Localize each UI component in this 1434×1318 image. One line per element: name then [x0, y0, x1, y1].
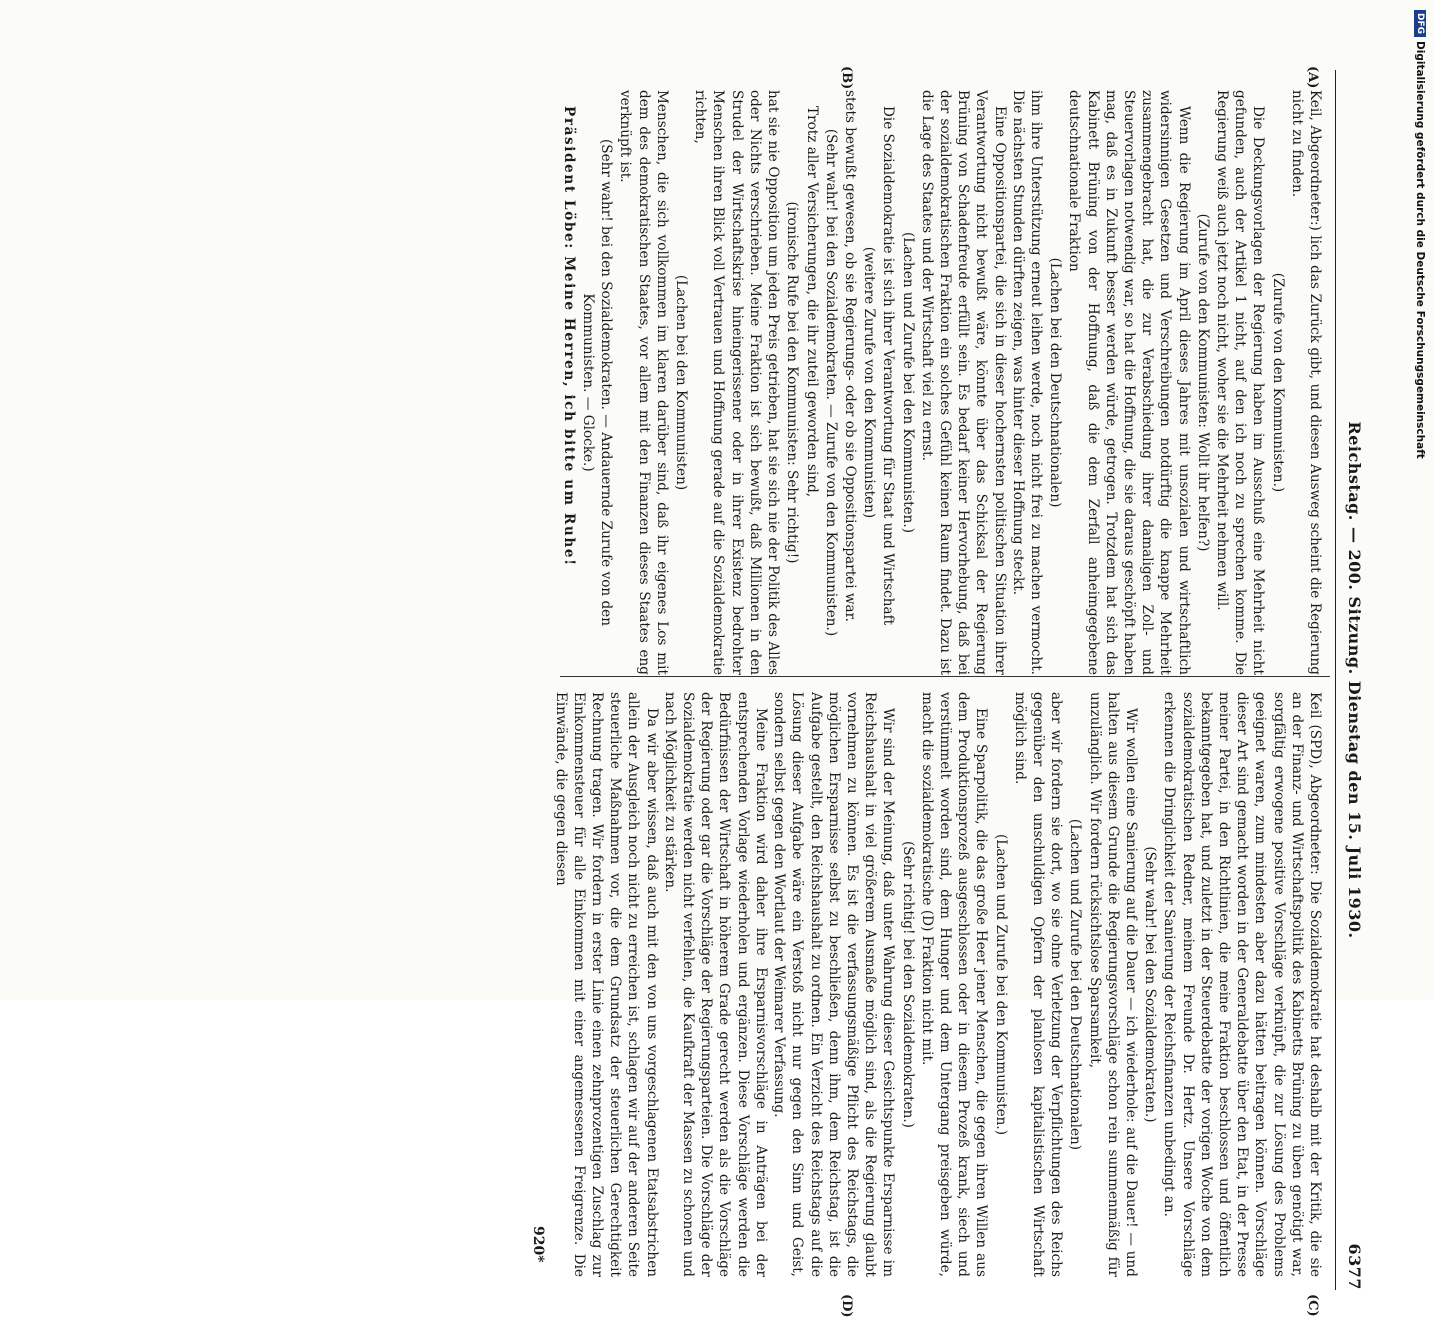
paragraph: Keil, Abgeordneter:) lich das Zurück gibt, und diesen Ausweg scheint die Regierung nicht zu finden. [1288, 90, 1323, 675]
interjection: (Lachen bei den Deutschnationalen) [1047, 257, 1064, 508]
left-column [544, 90, 1324, 675]
interjection: (Lachen und Zurufe bei den Kommunisten.) [899, 231, 916, 534]
paragraph: Wir wollen eine Sanierung auf die Dauer — ich wiederhole: auf die Dauer! — und halten aus diesem Grunde die Regierungsvorschläge schon rein summenmäßig für unzulänglich. Wir fordern rücksichtslose Sparsamkeit, [1086, 692, 1139, 1277]
right-column [544, 692, 1324, 1277]
margin-mark-d: (D) [839, 1294, 854, 1318]
interjection: (Lachen und Zurufe bei den Kommunisten.) [992, 833, 1009, 1136]
interjection: (ironische Rufe bei den Kommunisten: Sehr richtig!) [784, 201, 801, 564]
president-remark: Präsident Löbe: Meine Herren, ich bitte um Ruhe! [560, 106, 577, 567]
paragraph: Trotz aller Versicherungen, die ihr zuteil geworden sind, [803, 106, 820, 498]
paragraph: Wir sind der Meinung, daß unter Wahrung dieser Gesichtspunkte Ersparnisse im Reichshaushalt in viel größerem Ausmaße möglich sind, als die Regierung glaubt vornehmen zu können. Es ist die verfassungsmäßige Pflicht des Reichstags, die möglichen Ersparnisse selbst zu beschließen, denn ihm, dem Reichstag, ist die Aufgabe gestellt, den Reichshaushalt zu ordnen. Ein Verzicht des Reichstags auf die Lösung dieser Aufgabe wäre ein Verstoß nicht nur gegen den Sinn und Geist, sondern selbst gegen den Wortlaut der Weimarer Verfassung. [771, 692, 897, 1277]
paragraph: Keil (SPD), Abgeordneter: Die Sozialdemokratie hat deshalb mit der Kritik, die sie an der Finanz- und Wirtschaftspolitik des Kabinetts Brüning zu üben genötigt war, sorgfältig erwogene positive Vorschläge verknüpft, die zur Lösung des Problems geeignet waren, zum mindesten aber dazu hätten beitragen können. Vorschläge dieser Art sind gemacht worden in der Generaldebatte über den Etat, in der Presse meiner Partei, in den Richtlinien, die meine Fraktion beschlossen und öffentlich bekanntgegeben hat, und zuletzt in der Steuerdebatte der vorigen Woche von dem sozialdemokratischen Redner, meinem Freunde Dr. Hertz. Unsere Vorschläge erkennen die Dringlichkeit der Sanierung der Reichsfinanzen unbedingt an. [1161, 692, 1323, 1277]
interjection: (Zurufe von den Kommunisten: Wollt ihr helfen?) [1194, 213, 1211, 552]
column-divider [560, 676, 1330, 677]
page-number: 6377 [1345, 1243, 1364, 1290]
paragraph: Meine Fraktion wird daher ihre Ersparnisvorschläge in Anträgen bei der entsprechenden Vorlage wiederholen und ergänzen. Diese Vorschläge werden die Bedürfnissen der Wirtschaft in höherem Grade gerecht werden als die Vorschläge der Regierung oder gar die Vorschläge der Regierungsparteien. Die Vorschläge der Sozialdemokratie werden nicht verfehlen, die Kaufkraft der Massen zu schonen und nach Möglichkeit zu stärken. [661, 692, 769, 1277]
dfg-logo: DFG [1414, 10, 1426, 37]
paragraph: Die Sozialdemokratie ist sich ihrer Verantwortung für Staat und Wirtschaft [880, 106, 897, 626]
running-header [1340, 70, 1364, 1290]
interjection: (Sehr wahr! bei den Sozialdemokraten. — Andauernde Zurufe von den Kommunisten. — Glocke.) [580, 139, 615, 626]
digitization-credit [1410, 10, 1430, 1000]
paragraph: Eine Oppositionspartei, die sich in dieser hochernsten politischen Situation ihrer Verantwortung nicht bewußt wäre, könnte über das Schicksal der Regierung Brüning von Schadenfreude erfüllt sein. Es bedarf keiner Hervorhebung, daß bei der sozialdemokratischen Fraktion ein solches Gefühl keinen Raum findet. Dazu ist die Lage des Staates und der Wirtschaft viel zu ernst. [918, 90, 1008, 675]
header-title: Reichstag. — 200. Sitzung. Dienstag den 15. Juli 1930. [1345, 421, 1364, 939]
paragraph: aber wir fordern sie dort, wo sie ohne Verletzung der Verpflichtungen des Reichs gegenüber den unschuldigen Opfern der planlosen kapitalistischen Wirtschaft möglich sind. [1011, 692, 1065, 1277]
margin-mark-a: (A) [1305, 66, 1320, 89]
paragraph: Menschen, die sich vollkommen im klaren darüber sind, daß ihr eigenes Los mit dem des demokratischen Staates, vor allem mit den Finanzen dieses Staates eng verknüpft ist. [617, 90, 670, 675]
paragraph: Da wir aber wissen, daß auch mit den von uns vorgeschlagenen Etatsabstrichen allein der Ausgleich noch nicht zu erreichen ist, schlagen wir auf der anderen Seite steuerliche Maßnahmen vor, die dem Grundsatz der steuerlichen Gerechtigkeit Rechnung tragen. Wir fordern in erster Linie einen zehnprozentigen Zuschlag zur Einkommensteuer für alle Einkommen mit einer angemessenen Freigrenze. Die Einwände, die gegen diesen [552, 692, 660, 1277]
interjection: (Sehr wahr! bei den Sozialdemokraten.) [1142, 846, 1159, 1123]
margin-mark-b: (B) [839, 66, 854, 90]
header-rule [1335, 70, 1336, 1290]
interjection: (Sehr richtig! bei den Sozialdemokraten.) [899, 841, 916, 1128]
interjection: (Lachen und Zurufe bei den Deutschnationalen) [1067, 818, 1084, 1151]
interjection: (weitere Zurufe von den Kommunisten) [861, 246, 878, 519]
paragraph: ihm ihre Unterstützung erneut leihen werde, noch nicht frei zu machen vermocht. Die nächsten Stunden dürften zeigen, was hinter dieser Hoffnung steckt. [1009, 90, 1044, 675]
interjection: (Sehr wahr! bei den Sozialdemokraten. — Zurufe von den Kommunisten.) [822, 128, 839, 637]
paragraph: Wenn die Regierung im April dieses Jahres mit unsozialen und wirtschaftlich widersinnigen Gesetzen und Verschreibungen notdürftig die knappe Mehrheit zusammengebracht hat, die zur Verabschiedung ihrer damaligen Zoll- und Steuervorlagen notwendig war, so hat die Hoffnung, die sie daraus geschöpft haben mag, daß es in Zukunft besser werden würde, getrogen. Trotzdem hat sich das Kabinett Brüning von der Hoffnung, daß die dem Zerfall anheimgegebene deutschnationale Fraktion [1066, 90, 1192, 675]
paragraph: Eine Sparpolitik, die das große Heer jener Menschen, die gegen ihren Willen aus dem Produktionsprozeß ausgeschlossen oder in diesem Prozeß krank, siech und verstümmelt worden sind, dem Hunger und dem Untergang preisgeben würde, macht die sozialdemokratische (D) Fraktion nicht mit. [918, 692, 990, 1277]
paragraph: hat sie nie Opposition um jeden Preis getrieben, hat sie sich nie der Politik des Alles oder Nichts verschrieben. Meine Fraktion ist sich bewußt, daß Millionen in den Strudel der Wirtschaftskrise hineingerissener oder in ihrer Existenz bedrohter Menschen ihren Blick voll Vertrauen und Hoffnung gerade auf die Sozialdemokratie richten, [692, 90, 782, 675]
signature-mark: 920* [530, 1226, 546, 1263]
interjection: (Zurufe von den Kommunisten.) [1269, 272, 1286, 493]
paragraph: stets bewußt gewesen, ob sie Regierungs- oder ob sie Oppositionspartei war. [841, 90, 858, 622]
credit-text: Digitalisierung gefördert durch die Deutsche Forschungsgemeinschaft [1414, 41, 1426, 459]
interjection: (Lachen bei den Kommunisten) [673, 274, 690, 491]
margin-mark-c: (C) [1305, 1294, 1320, 1317]
paragraph: Die Deckungsvorlagen der Regierung haben im Ausschuß eine Mehrheit nicht gefunden, auch der Artikel 1 nicht, auf den ich noch zu sprechen komme. Die Regierung weiß auch jetzt noch nicht, woher sie die Mehrheit nehmen will. [1213, 90, 1267, 675]
